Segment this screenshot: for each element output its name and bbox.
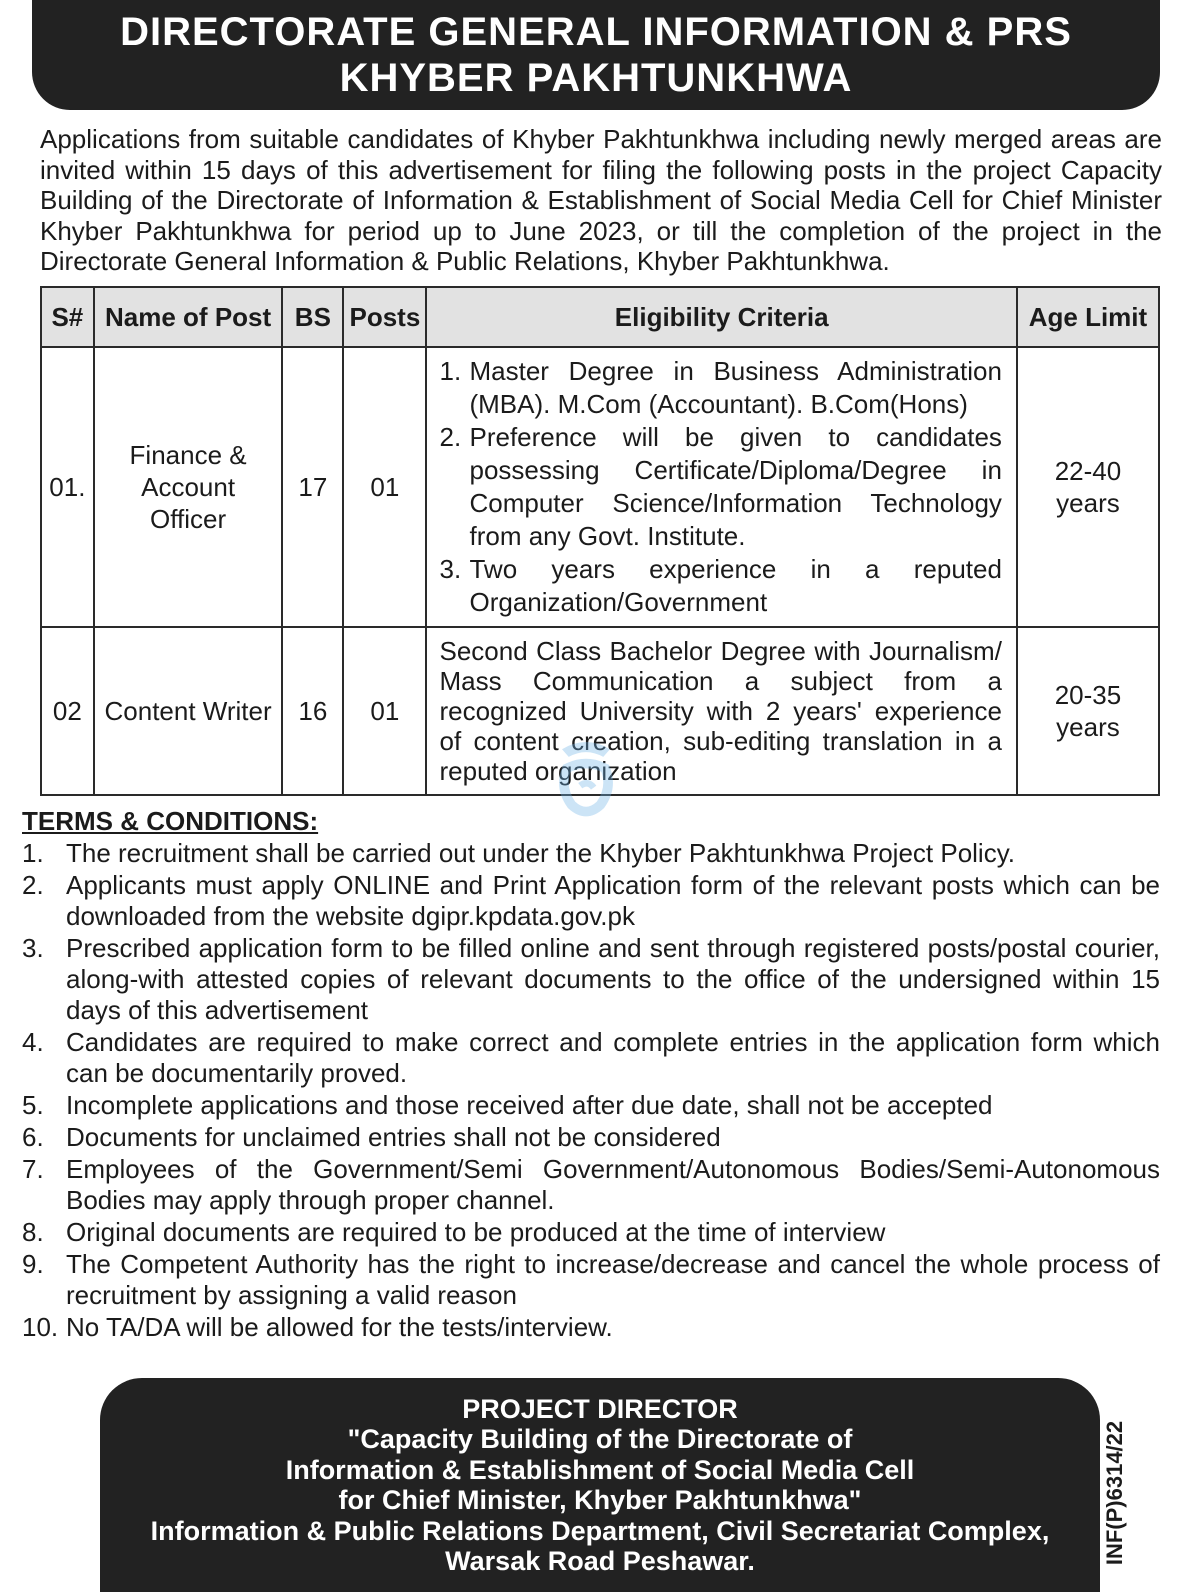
- criteria-num: 3.: [439, 554, 462, 584]
- criteria-num: 2.: [439, 422, 462, 452]
- footer-line: "Capacity Building of the Directorate of: [347, 1424, 853, 1454]
- term-num: 2.: [22, 870, 44, 900]
- col-header-criteria: Eligibility Criteria: [426, 287, 1016, 347]
- term-text: Documents for unclaimed entries shall not be considered: [66, 1122, 721, 1152]
- list-item: [22, 838, 1160, 869]
- criteria-text: Master Degree in Business Administration (MBA). M.Com (Accountant). B.Com(Hons): [469, 356, 1002, 419]
- cell-criteria: [426, 347, 1016, 627]
- list-item: [22, 1027, 1160, 1089]
- term-text: Original documents are required to be produced at the time of interview: [66, 1217, 886, 1247]
- criteria-text: Preference will be given to candidates possessing Certificate/Diploma/Degree in Computer Science/Information Technology from any Govt. Institute.: [469, 422, 1002, 551]
- term-num: 8.: [22, 1217, 44, 1247]
- term-text: No TA/DA will be allowed for the tests/interview.: [66, 1312, 613, 1342]
- term-text: The Competent Authority has the right to increase/decrease and cancel the whole process of recruitment by assigning a valid reason: [66, 1249, 1160, 1310]
- table-header-row: [41, 287, 1159, 347]
- col-header-bs: BS: [282, 287, 343, 347]
- list-item: [22, 933, 1160, 1026]
- term-num: 1.: [22, 838, 44, 868]
- col-header-post: Name of Post: [94, 287, 283, 347]
- list-item: [22, 1122, 1160, 1153]
- cell-post: Finance & Account Officer: [94, 347, 283, 627]
- footer-line: for Chief Minister, Khyber Pakhtunkhwa": [338, 1485, 862, 1515]
- term-num: 9.: [22, 1249, 44, 1279]
- term-text: The recruitment shall be carried out under the Khyber Pakhtunkhwa Project Policy.: [66, 838, 1015, 868]
- criteria-text: Two years experience in a reputed Organization/Government: [469, 554, 1002, 617]
- cell-age: 22-40 years: [1017, 347, 1159, 627]
- cell-sno: 01.: [41, 347, 94, 627]
- term-text: Prescribed application form to be filled online and sent through registered posts/postal courier, along-with attested copies of relevant documents to the office of the undersigned within 15 days of this advertisement: [66, 933, 1160, 1025]
- terms-heading: TERMS & CONDITIONS:: [22, 806, 319, 836]
- cell-bs: 17: [282, 347, 343, 627]
- header-title-line1: DIRECTORATE GENERAL INFORMATION & PRS: [120, 10, 1072, 54]
- term-num: 3.: [22, 933, 44, 963]
- term-num: 5.: [22, 1090, 44, 1120]
- advert-code-text: INF(P)6314/22: [1102, 1420, 1128, 1566]
- intro-paragraph: Applications from suitable candidates of Khyber Pakhtunkhwa including newly merged areas are invited within 15 days of this advertisement for filing the following posts in the project Capacity Building of the Directorate of Information & Establishment of Social Media Cell for Chief Minister Khyber Pakhtunkhwa for period up to June 2023, or till the completion of the project in the Directorate General Information & Public Relations, Khyber Pakhtunkhwa.: [40, 124, 1162, 276]
- footer-line: Warsak Road Peshawar.: [445, 1546, 755, 1576]
- list-item: [22, 1312, 1160, 1343]
- criteria-num: 1.: [439, 356, 462, 386]
- term-num: 10.: [22, 1312, 59, 1342]
- cell-posts: 01: [343, 347, 426, 627]
- term-num: 4.: [22, 1027, 44, 1057]
- advert-code: [1095, 1400, 1135, 1586]
- footer-line: Information & Establishment of Social Media Cell: [285, 1454, 915, 1485]
- cell-bs: 16: [282, 627, 343, 795]
- list-item: [22, 1249, 1160, 1311]
- footer-title: PROJECT DIRECTOR: [462, 1393, 738, 1424]
- cell-criteria: Second Class Bachelor Degree with Journalism/ Mass Communication a subject from a recognized University with 2 years' experience of content creation, sub-editing translation in a reputed organization: [426, 627, 1016, 795]
- col-header-age: Age Limit: [1017, 287, 1159, 347]
- table-row: [41, 347, 1159, 627]
- cell-posts: 01: [343, 627, 426, 795]
- list-item: [22, 870, 1160, 932]
- list-item: [22, 1154, 1160, 1216]
- term-text: Candidates are required to make correct and complete entries in the application form which can be documentarily proved.: [66, 1027, 1160, 1088]
- list-item: [22, 1217, 1160, 1248]
- col-header-sno: S#: [41, 287, 94, 347]
- header-banner: [32, 0, 1160, 110]
- term-text: Employees of the Government/Semi Government/Autonomous Bodies/Semi-Autonomous Bodies may apply through proper channel.: [66, 1154, 1160, 1215]
- cell-sno: 02: [41, 627, 94, 795]
- col-header-posts: Posts: [343, 287, 426, 347]
- term-text: Incomplete applications and those received after due date, shall not be accepted: [66, 1090, 993, 1120]
- term-num: 6.: [22, 1122, 44, 1152]
- term-text: Applicants must apply ONLINE and Print Application form of the relevant posts which can be downloaded from the website dgipr.kpdata.gov.pk: [66, 870, 1160, 931]
- term-num: 7.: [22, 1154, 44, 1184]
- footer-line: Information & Public Relations Department, Civil Secretariat Complex,: [150, 1515, 1050, 1546]
- terms-list: [22, 838, 1160, 1344]
- posts-table: [40, 286, 1160, 796]
- criteria-item: [439, 355, 1001, 421]
- criteria-item: [439, 421, 1001, 553]
- cell-post: Content Writer: [94, 627, 283, 795]
- criteria-item: [439, 553, 1001, 619]
- header-title-line2: KHYBER PAKHTUNKHWA: [339, 56, 853, 100]
- cell-age: 20-35 years: [1017, 627, 1159, 795]
- list-item: [22, 1090, 1160, 1121]
- watermark-logo-icon: [538, 730, 634, 826]
- footer-banner: [100, 1378, 1100, 1592]
